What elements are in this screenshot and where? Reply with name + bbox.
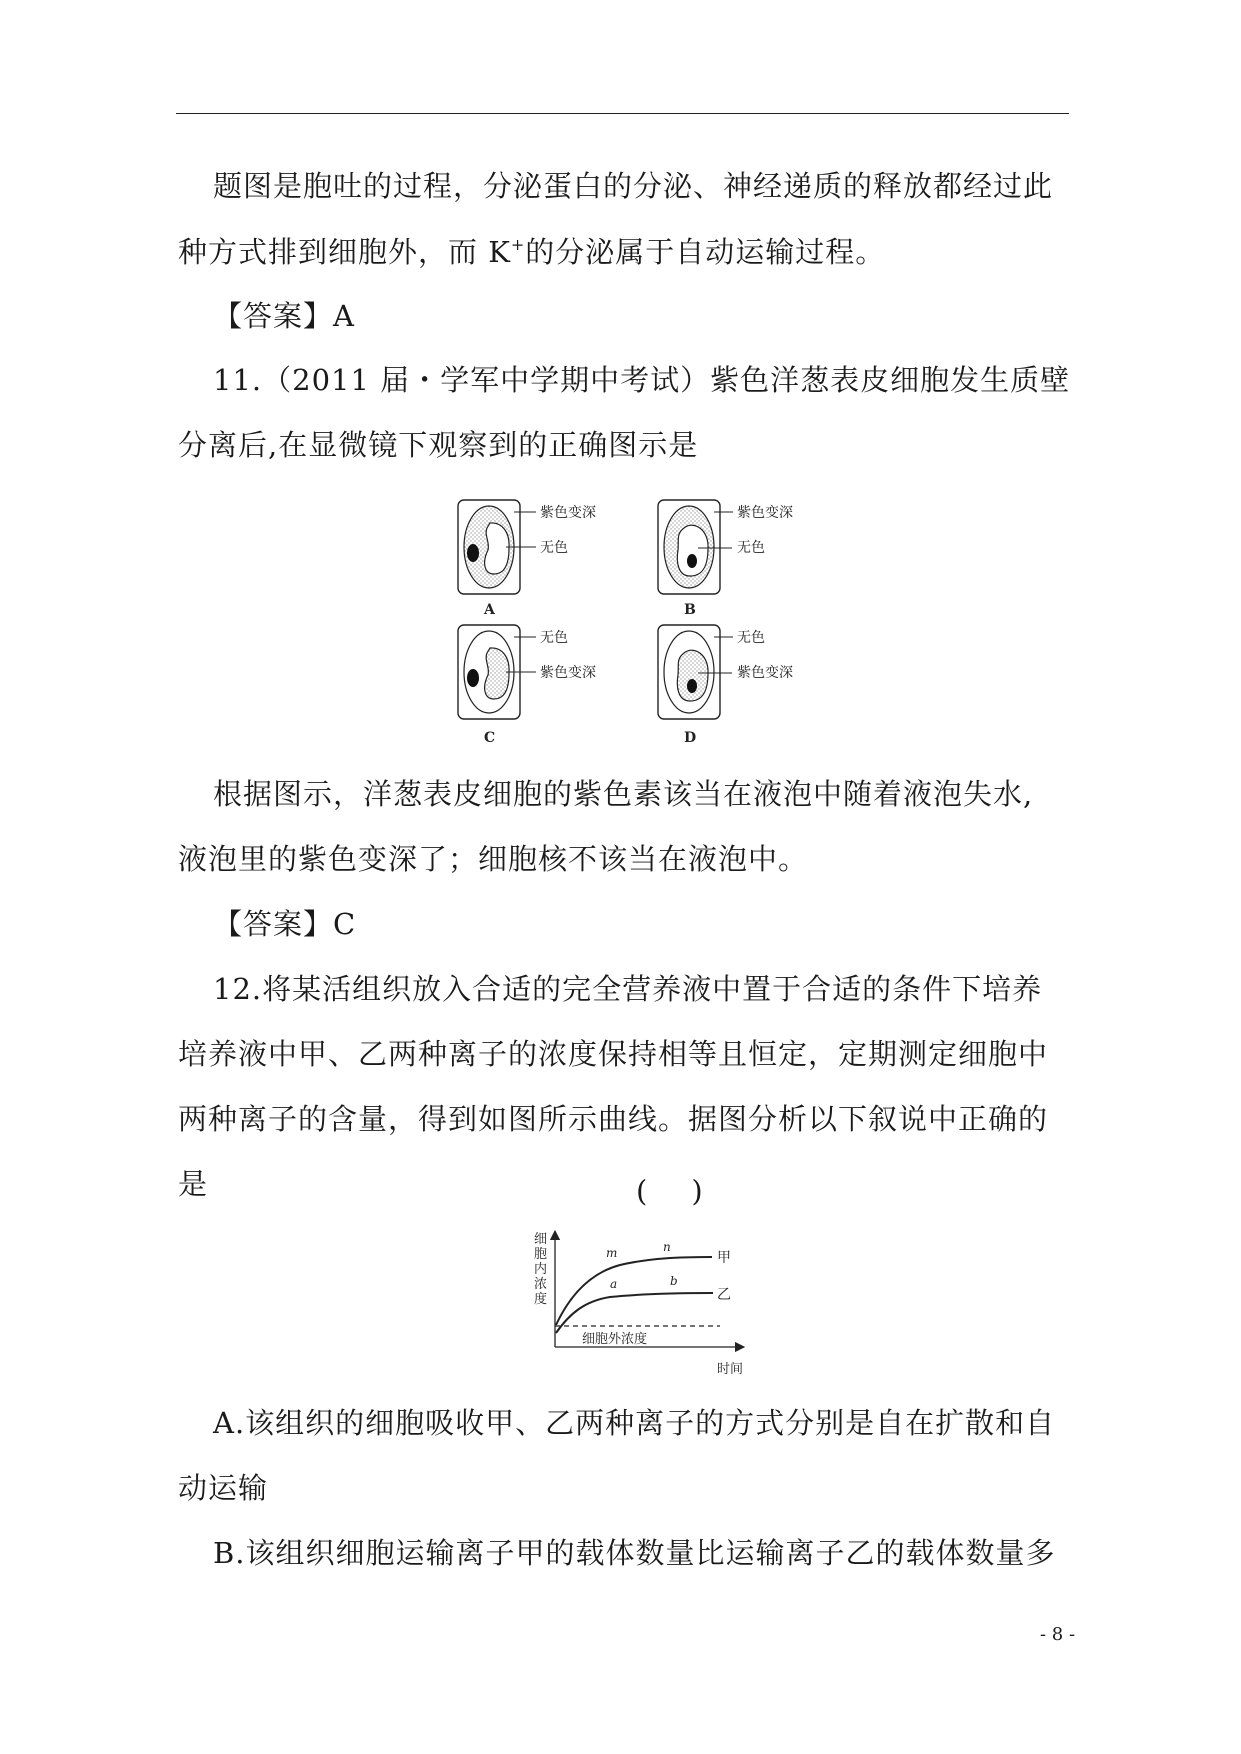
cell-d-outer-label: 无色 <box>737 630 765 646</box>
paragraph-line <box>178 237 885 267</box>
superscript: + <box>510 235 526 254</box>
point-label-n: n <box>663 1240 671 1254</box>
option-a-line: 动运输 <box>178 1471 269 1505</box>
text-span: 的分泌属于自动运输过程。 <box>525 235 886 269</box>
answer-line: 【答案】A <box>213 299 355 333</box>
y-axis-label-char: 胞 <box>534 1247 548 1262</box>
cell-diagram <box>440 490 840 750</box>
cell-a-outer-label: 紫色变深 <box>540 505 596 521</box>
cell-diagram-figure <box>440 490 840 754</box>
cell-d-letter: D <box>684 730 697 746</box>
y-axis-label-char: 内 <box>534 1262 548 1277</box>
page-number: - 8 - <box>1040 1624 1076 1645</box>
cell-b-outer-label: 紫色变深 <box>737 505 793 521</box>
ion-chart-figure <box>530 1225 760 1389</box>
explanation-line: 根据图示，洋葱表皮细胞的紫色素该当在液泡中随着液泡失水, <box>213 777 1034 811</box>
cell-a-inner-label: 无色 <box>540 540 568 556</box>
cell-a <box>458 500 596 618</box>
reference-label: 细胞外浓度 <box>582 1332 648 1347</box>
answer-line: 【答案】C <box>213 907 357 941</box>
explanation-line: 液泡里的紫色变深了；细胞核不该当在液泡中。 <box>178 842 809 876</box>
option-a-line: A.该组织的细胞吸收甲、乙两种离子的方式分别是自在扩散和自 <box>213 1406 1056 1440</box>
option-b-line: B.该组织细胞运输离子甲的载体数量比运输离子乙的载体数量多 <box>213 1536 1056 1570</box>
cell-c <box>458 625 596 746</box>
cell-c-letter: C <box>484 730 496 746</box>
question-11-line: 分离后,在显微镜下观察到的正确图示是 <box>178 428 699 462</box>
x-axis-label: 时间 <box>717 1362 744 1377</box>
question-12-line: 12.将某活组织放入合适的完全营养液中置于合适的条件下培养 <box>213 972 1043 1006</box>
paren-close: ) <box>691 1174 703 1208</box>
ion-chart <box>530 1225 760 1385</box>
series-jia-name: 甲 <box>717 1250 731 1266</box>
cell-a-letter: A <box>484 602 495 618</box>
text-span: 种方式排到细胞外，而 K <box>178 235 511 269</box>
point-label-m: m <box>606 1246 618 1260</box>
series-jia-line <box>556 1257 712 1325</box>
cell-d-inner-label: 紫色变深 <box>737 665 793 681</box>
answer-blank <box>636 1174 703 1208</box>
y-axis-label-char: 浓 <box>534 1277 548 1292</box>
cell-b <box>658 500 793 618</box>
question-12-line: 两种离子的含量，得到如图所示曲线。据图分析以下叙说中正确的 <box>178 1102 1049 1136</box>
y-axis-label <box>534 1232 547 1307</box>
cell-b-letter: B <box>684 602 696 618</box>
question-12-line: 培养液中甲、乙两种离子的浓度保持相等且恒定，定期测定细胞中 <box>178 1037 1049 1071</box>
question-11-line: 11.（2011 届・学军中学期中考试）紫色洋葱表皮细胞发生质壁 <box>213 363 1071 397</box>
cell-d <box>658 625 793 746</box>
question-12-line: 是 <box>178 1167 209 1201</box>
series-yi-line <box>556 1293 713 1333</box>
paragraph-line: 题图是胞吐的过程，分泌蛋白的分泌、神经递质的释放都经过此 <box>213 169 1054 203</box>
point-label-b: b <box>670 1274 678 1288</box>
cell-c-inner-label: 紫色变深 <box>540 665 596 681</box>
cell-c-outer-label: 无色 <box>540 630 568 646</box>
header-rule <box>176 113 1069 114</box>
series-yi-name: 乙 <box>717 1287 731 1303</box>
y-axis-label-char: 度 <box>534 1292 548 1307</box>
cell-b-inner-label: 无色 <box>737 540 765 556</box>
y-axis-label-char: 细 <box>534 1232 548 1247</box>
paren-open: ( <box>636 1174 648 1208</box>
point-label-a: a <box>610 1277 618 1291</box>
